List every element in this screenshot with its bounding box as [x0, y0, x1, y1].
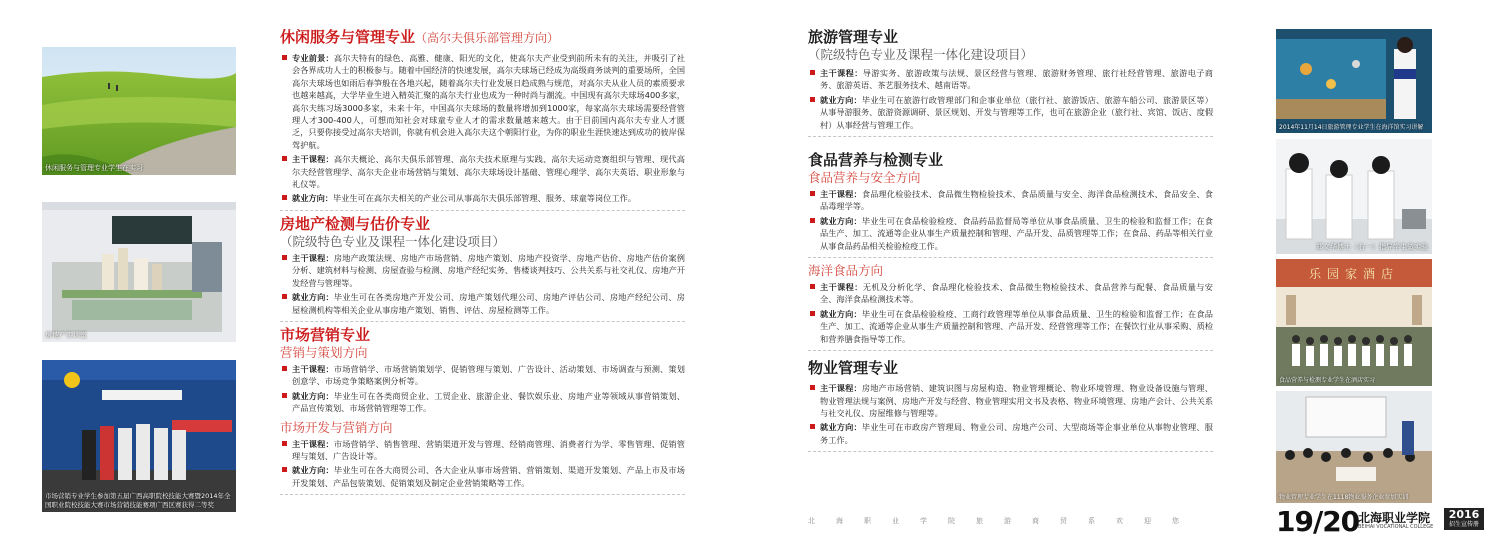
food-1-jobs: 就业方向：毕业生可在食品检验检疫、食品药品监督局等单位从事食品质量、卫生的检验和监督工作；在食品生产、加工、流通等企业从事生产质量控制和管理、产品开发、品质管理等工作；在食品、药品等相关行业从事食品药品相关检验检疫工作。 — [808, 215, 1213, 252]
marketing-direction-1: 营销与策划方向 — [280, 344, 368, 360]
divider — [280, 321, 685, 322]
leisure-major-direction: （高尔夫俱乐部管理方向） — [415, 31, 560, 45]
realestate-lab-photo — [42, 202, 236, 342]
meeting-photo-caption: 物业管理专业学生在1118物业服务企业参加实训 — [1279, 494, 1409, 501]
food-2-courses: 主干课程：无机及分析化学、食品理化检验技术、食品微生物检验技术、食品营养与配餐、食品质量与安全、海洋食品检测技术等。 — [808, 281, 1213, 306]
left-text-column — [280, 28, 685, 499]
food-direction-1: 食品营养与安全方向 — [808, 170, 921, 186]
marketing-1-jobs: 就业方向：毕业生可在各类商贸企业、工贸企业、旅游企业、餐饮娱乐业、房地产业等领域从事营销策划、产品宣传策划、市场营销管理等工作。 — [280, 390, 685, 415]
bullet-icon — [810, 218, 815, 223]
bullet-icon — [282, 255, 287, 260]
divider — [280, 210, 685, 211]
bullet-icon — [810, 70, 815, 75]
property-jobs: 就业方向：毕业生可在市政房产管理局、物业公司、房地产公司、大型商场等企事业单位从事物业管理、服务工作。 — [808, 421, 1213, 446]
marketing-direction-2: 市场开发与营销方向 — [280, 419, 393, 435]
aquarium-photo-caption: 2014年11月14日旅游管理专业学生在海洋馆实习讲解 — [1279, 124, 1424, 131]
year-value: 2016 — [1448, 508, 1480, 521]
marketing-major-title: 市场营销专业 — [280, 325, 371, 344]
realestate-jobs: 就业方向：毕业生可在各类房地产开发公司、房地产策划代理公司、房地产评估公司、房地产经纪公司、房屋检测机构等相关企业从事房地产策划、销售、评估、房屋检测等工作。 — [280, 291, 685, 316]
right-text-column — [808, 28, 1213, 456]
bullet-icon — [810, 385, 815, 390]
bullet-icon — [282, 156, 287, 161]
divider — [280, 494, 685, 495]
school-name-en: BEIHAI VOCATIONAL COLLEGE — [1358, 524, 1434, 530]
realestate-major-subtitle: （院级特色专业及课程一体化建设项目） — [280, 233, 506, 249]
food-1-courses: 主干课程：食品理化检验技术、食品微生物检验技术、食品质量与安全、海洋食品检测技术、食品安全、食品毒理学等。 — [808, 188, 1213, 213]
golf-course-photo — [42, 47, 236, 175]
leisure-prospect: 专业前景：高尔夫特有的绿色、高雅、健康、阳光的文化，使高尔夫产业受到前所未有的关注，并吸引了社会各界成功人士的积极参与。随着中国经济的快速发展，高尔夫球场已经成为高级商务谈判的重要场所，全国高尔夫球场也如雨后春笋般在各地兴起，随着高尔夫行业发展日趋成熟与规范，对高尔夫从业人员的素质要求也越来越高，大学毕业生进入精英汇聚的高尔夫行业也成为一种时尚与潮流。中国现有高尔夫球场400多家，高尔夫练习场3000多家，未来十年，中国高尔夫球场的数量将增加到1000家，每家高尔夫球场需要经营管理人才300-400人，可想而知社会对球童专业人才的需求数量越来越大。由于目前国内高尔夫专业人才匮乏，只要你接受过高尔夫培训，你就有机会进入高尔夫这个朝阳行业，为你的职业生涯快速达到成功的彼岸保驾护航。 — [280, 52, 685, 151]
bullet-icon — [282, 294, 287, 299]
group-photo-caption: 食品营养与检测专业学生在酒店实习 — [1279, 377, 1376, 384]
divider — [808, 451, 1213, 452]
bullet-icon — [810, 284, 815, 289]
school-name: 北海职业学院 — [1358, 511, 1431, 525]
bullet-icon — [810, 424, 815, 429]
tourism-courses: 主干课程：导游实务、旅游政策与法规、景区经营与管理、旅游财务管理、旅行社经营管理、旅游电子商务、旅游英语、茶艺服务技术、越南语等。 — [808, 67, 1213, 92]
hotel-sign-text: 乐园家酒店 — [1308, 267, 1399, 281]
bullet-icon — [282, 393, 287, 398]
marketing-2-jobs: 就业方向：毕业生可在各大商贸公司、各大企业从事市场营销、营销策划、渠道开发策划、产品上市及市场开发策划、产品包装策划、促销策划及制定企业营销策略等工作。 — [280, 464, 685, 489]
marketing-1-courses: 主干课程：市场营销学、市场营销策划学、促销管理与策划、广告设计、活动策划、市场调查与预测、策划创意学、市场竞争策略案例分析等。 — [280, 363, 685, 388]
competition-photo-caption: 市场营销专业学生参加第五届广西高职院校技能大赛暨2014年全国职业院校技能大赛市场营销技能赛项广西区赛获得二等奖 — [45, 492, 231, 509]
property-courses: 主干课程：房地产市场营销、建筑识图与房屋构造、物业管理概论、物业环境管理、物业设备设施与管理、物业管理法规与案例、房地产开发与经营、物业管理实用文书及表格、物业环境管理、房地产会计、公共关系与社交礼仪、房屋维修与管理等。 — [808, 382, 1213, 419]
lab-photo-caption: 郑文华博士（右一）指导学生做实验 — [1316, 243, 1428, 251]
food-major-title: 食品营养与检测专业 — [808, 151, 944, 170]
bullet-icon — [282, 55, 287, 60]
year-badge — [1444, 508, 1484, 530]
hotel-group-photo — [1276, 259, 1432, 386]
bullet-icon — [282, 195, 287, 200]
page-numbers: 19/20 — [1276, 505, 1360, 538]
food-2-jobs: 就业方向：毕业生可在食品检验检疫、工商行政管理等单位从事食品质量、卫生的检验和监督工作；在食品生产、加工、流通等企业从事生产质量控制和管理、产品开发、经营管理等工作；在餐饮行业从事采购、质检和营养膳食指导等工作。 — [808, 308, 1213, 345]
marketing-competition-photo — [42, 360, 236, 512]
bullet-icon — [282, 467, 287, 472]
divider — [808, 350, 1213, 351]
realestate-major-title: 房地产检测与估价专业 — [280, 214, 431, 233]
realestate-photo-caption: 房地产实训室 — [45, 331, 87, 339]
divider — [808, 257, 1213, 258]
property-meeting-photo — [1276, 391, 1432, 503]
realestate-courses: 主干课程：房地产政策法规、房地产市场营销、房地产策划、房地产投资学、房地产估价、房地产估价案例分析、建筑材料与检测、房屋查验与检测、房地产经纪实务、售楼谈判技巧、公共关系与社交礼仪、房地产开发经营与管理等。 — [280, 252, 685, 289]
footer-tagline: 北海职业学院旅游商贸系欢迎您 — [808, 517, 1200, 525]
aquarium-photo — [1276, 29, 1432, 133]
food-lab-photo — [1276, 139, 1432, 254]
bullet-icon — [282, 366, 287, 371]
bullet-icon — [810, 311, 815, 316]
leisure-courses: 主干课程：高尔夫概论、高尔夫俱乐部管理、高尔夫技术原理与实践、高尔夫运动竞赛组织与管理、现代高尔夫经营管理学、高尔夫企业市场营销与策划、高尔夫球场设计基础、管理心理学、高尔夫英语、职业形象与礼仪等。 — [280, 153, 685, 190]
year-subtitle: 招生宣传册 — [1448, 521, 1479, 528]
leisure-major-title: 休闲服务与管理专业（高尔夫俱乐部管理方向） — [280, 28, 560, 46]
bullet-icon — [810, 97, 815, 102]
bullet-icon — [282, 441, 287, 446]
property-major-title: 物业管理专业 — [808, 359, 899, 378]
tourism-major-subtitle: （院级特色专业及课程一体化建设项目） — [808, 47, 1034, 62]
food-direction-2: 海洋食品方向 — [808, 263, 884, 279]
marketing-2-courses: 主干课程：市场营销学、销售管理、营销渠道开发与管理、经销商管理、消费者行为学、零售管理、促销管理与策划、广告设计等。 — [280, 438, 685, 463]
tourism-jobs: 就业方向：毕业生可在旅游行政管理部门和企事业单位（旅行社、旅游饭店、旅游车船公司、旅游景区等）从事导游服务、旅游资源调研、景区规划、开发与管理等工作，也可在旅游企业（旅行社、宾馆、饭店、度假村）从事经营与管理工作。 — [808, 94, 1213, 131]
bullet-icon — [810, 191, 815, 196]
golf-photo-caption: 休闲服务与管理专业学生在实习 — [45, 164, 143, 172]
leisure-jobs: 就业方向：毕业生可在高尔夫相关的产业公司从事高尔夫俱乐部管理、服务、球童等岗位工作。 — [280, 192, 685, 204]
tourism-major-title: 旅游管理专业 — [808, 28, 899, 46]
divider — [808, 136, 1213, 137]
